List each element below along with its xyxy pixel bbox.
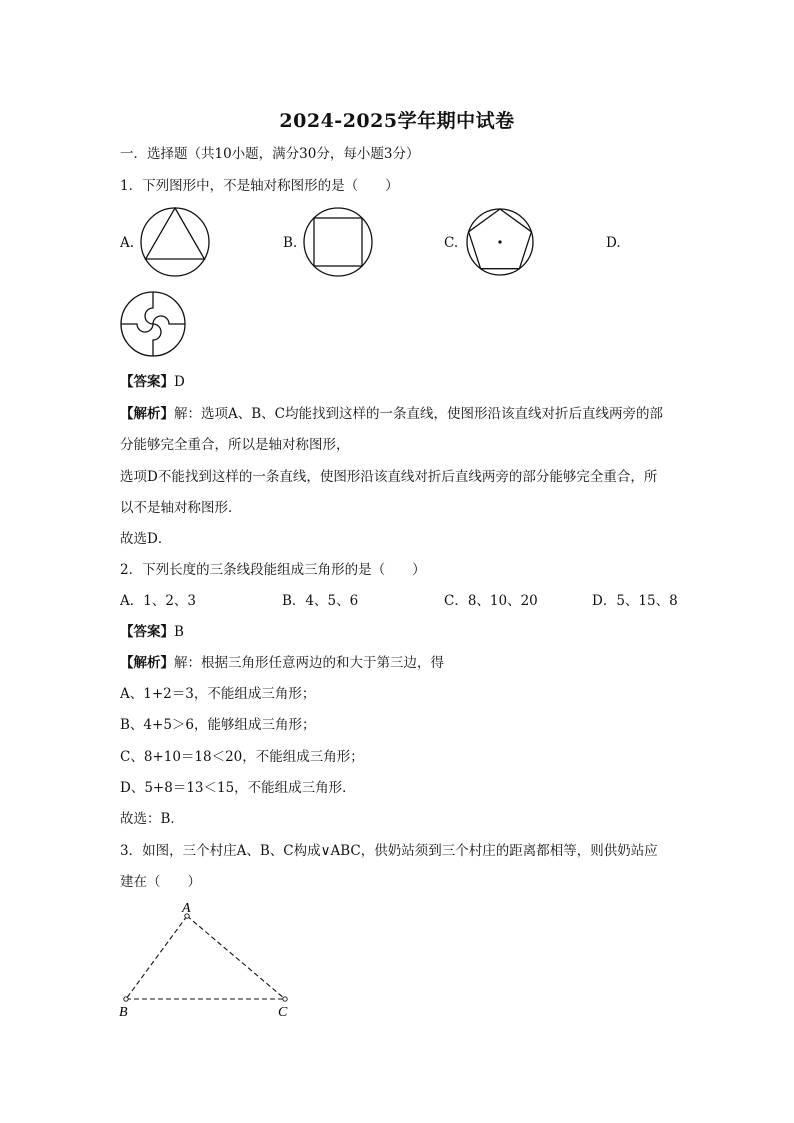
vertex-c (283, 997, 287, 1001)
label-a: A (182, 901, 191, 916)
section-heading: 一．选择题（共10小题，满分30分，每小题3分） (120, 146, 420, 162)
q1-analysis-line-4: 以不是轴对称图形． (120, 500, 242, 516)
q1-option-c-label: C. (444, 235, 459, 251)
q2-option-b: B．4、5、6 (282, 593, 359, 609)
q2-analysis-line-1 (120, 655, 444, 671)
q2-analysis-line-3: B、4+5＞6，能够组成三角形； (120, 717, 316, 733)
analysis-text: 解：选项A、B、C均能找到这样的一条直线，使图形沿该直线对折后直线两旁的部 (174, 406, 663, 422)
q2-analysis-line-6: 故选：B． (120, 811, 184, 827)
q1-figure-d-pinwheel (120, 291, 186, 357)
q1-figure-a-circle-triangle (140, 207, 210, 277)
vertex-b (124, 997, 128, 1001)
q1-analysis-line-1 (120, 406, 663, 422)
q2-option-c: C．8、10、20 (444, 593, 538, 609)
q3-stem-line-2: 建在（ ） (120, 874, 201, 890)
q2-stem: 2．下列长度的三条线段能组成三角形的是（ ） (120, 562, 426, 578)
q1-analysis-line-5: 故选D． (120, 531, 172, 547)
page-title: 2024-2025学年期中试卷 (279, 110, 515, 132)
side-ab (126, 916, 187, 999)
q2-analysis-line-2: A、1+2＝3，不能组成三角形； (120, 686, 316, 702)
label-c: C (278, 1005, 288, 1020)
q1-figure-b-circle-square (303, 207, 373, 277)
q2-option-d: D．5、15、8 (592, 593, 678, 609)
q1-option-d-label: D. (606, 235, 621, 251)
q1-answer (120, 374, 185, 390)
q1-analysis-line-3: 选项D不能找到这样的一条直线，使图形沿该直线对折后直线两旁的部分能够完全重合，所 (120, 469, 658, 485)
q1-figure-c-circle-pentagon (466, 208, 534, 276)
q1-analysis-line-2: 分能够完全重合，所以是轴对称图形， (120, 437, 350, 453)
analysis-text: 解：根据三角形任意两边的和大于第三边，得 (174, 655, 444, 671)
side-ac (187, 916, 285, 999)
q3-triangle-figure (110, 898, 310, 1023)
analysis-tag: 【解析】 (120, 406, 174, 422)
q2-answer (120, 624, 184, 640)
q1-stem: 1．下列图形中，不是轴对称图形的是（ ） (120, 178, 399, 194)
q3-stem-line-1: 3．如图，三个村庄A、B、C构成∨ABC，供奶站须到三个村庄的距离都相等，则供奶站应 (120, 843, 658, 859)
q1-option-a-label: A. (120, 235, 135, 251)
answer-tag: 【答案】 (120, 624, 174, 640)
q2-option-a: A．1、2、3 (120, 593, 197, 609)
q2-analysis-line-5: D、5+8＝13＜15，不能组成三角形． (120, 780, 356, 796)
answer-value: B (174, 624, 184, 640)
q1-option-b-label: B. (283, 235, 298, 251)
label-b: B (119, 1005, 128, 1020)
answer-value: D (174, 374, 185, 390)
analysis-tag: 【解析】 (120, 655, 174, 671)
answer-tag: 【答案】 (120, 374, 174, 390)
q2-analysis-line-4: C、8+10＝18＜20，不能组成三角形； (120, 749, 364, 765)
